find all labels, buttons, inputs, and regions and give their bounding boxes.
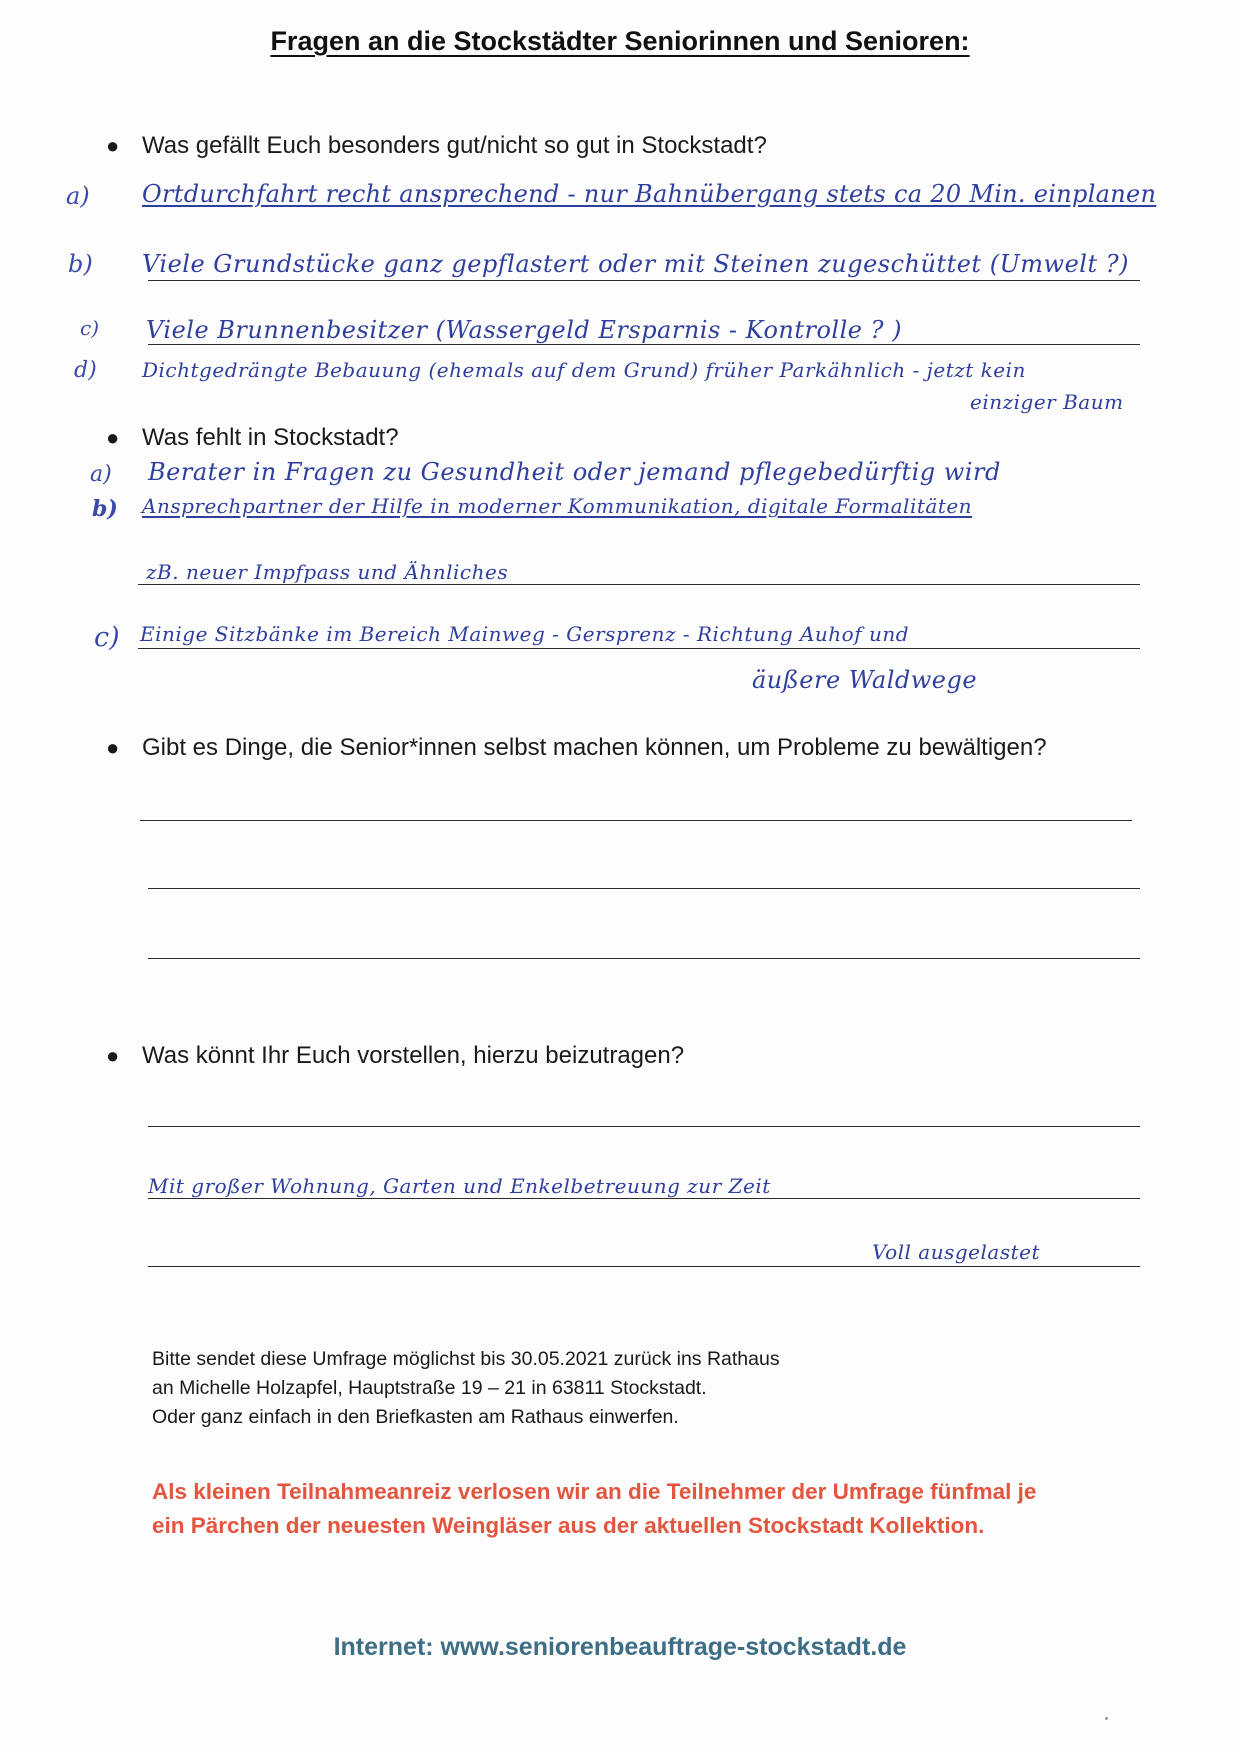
answer-line — [148, 888, 1140, 889]
bullet: ● — [106, 1043, 120, 1068]
notice-line-1: Bitte sendet diese Umfrage möglichst bis 30.05.2021 zurück ins Rathaus — [152, 1348, 780, 1370]
answer-2a: Berater in Fragen zu Gesundheit oder jemand pflegebedürftig wird — [148, 458, 1001, 486]
notice-line-2: an Michelle Holzapfel, Hauptstraße 19 – 21 in 63811 Stockstadt. — [152, 1377, 707, 1399]
answer-1a: Ortdurchfahrt recht ansprechend - nur Bahnübergang stets ca 20 Min. einplanen — [142, 180, 1157, 208]
page-title: Fragen an die Stockstädter Seniorinnen und Senioren: — [270, 26, 970, 56]
question-1 — [106, 132, 767, 160]
answer-2b-continuation: zB. neuer Impfpass und Ähnliches — [146, 560, 509, 584]
question-3 — [106, 734, 1047, 762]
answer-marker-1c: c) — [80, 316, 100, 340]
answer-1b: Viele Grundstücke ganz gepflastert oder mit Steinen zugeschüttet (Umwelt ?) — [142, 250, 1129, 278]
answer-marker-2c: c) — [94, 622, 120, 653]
return-notice — [152, 1345, 780, 1432]
answer-1d: Dichtgedrängte Bebauung (ehemals auf dem Grund) früher Parkähnlich - jetzt kein — [142, 358, 1026, 382]
question-4 — [106, 1042, 684, 1070]
question-4-text: Was könnt Ihr Euch vorstellen, hierzu beizutragen? — [142, 1042, 685, 1069]
answer-4-line-2: Voll ausgelastet — [872, 1240, 1040, 1264]
answer-2c: Einige Sitzbänke im Bereich Mainweg - Gersprenz - Richtung Auhof und — [140, 622, 910, 646]
answer-line — [148, 1126, 1140, 1127]
website-footer: Internet: www.seniorenbeauftrage-stockstadt.de — [333, 1633, 907, 1661]
bullet: ● — [106, 425, 120, 450]
answer-line — [138, 648, 1140, 649]
scan-artifact — [1105, 1717, 1108, 1720]
answer-marker-2a: a) — [90, 462, 112, 487]
answer-2b: Ansprechpartner der Hilfe in moderner Kommunikation, digitale Formalitäten — [142, 494, 973, 518]
answer-1c: Viele Brunnenbesitzer (Wassergeld Ersparnis - Kontrolle ? ) — [146, 316, 902, 344]
answer-marker-1d: d) — [74, 358, 97, 383]
question-2-text: Was fehlt in Stockstadt? — [142, 424, 399, 451]
answer-line — [148, 344, 1140, 345]
notice-line-3: Oder ganz einfach in den Briefkasten am Rathaus einwerfen. — [152, 1406, 679, 1428]
question-1-text: Was gefällt Euch besonders gut/nicht so gut in Stockstadt? — [142, 132, 767, 159]
bullet: ● — [106, 735, 120, 760]
answer-line — [148, 1198, 1140, 1199]
answer-1d-continuation: einziger Baum — [970, 390, 1124, 414]
answer-line — [140, 820, 1132, 821]
question-2 — [106, 424, 399, 452]
incentive-line-1: Als kleinen Teilnahmeanreiz verlosen wir an die Teilnehmer der Umfrage fünfmal je — [152, 1479, 1037, 1504]
answer-line — [148, 958, 1140, 959]
question-3-text: Gibt es Dinge, die Senior*innen selbst machen können, um Probleme zu bewältigen? — [142, 734, 1047, 761]
answer-line — [148, 280, 1140, 281]
answer-marker-1b: b) — [68, 250, 93, 278]
answer-marker-2b: b) — [92, 496, 118, 522]
bullet: ● — [106, 133, 120, 158]
answer-marker-1a: a) — [66, 182, 90, 210]
answer-line — [138, 584, 1140, 585]
answer-4-line-1: Mit großer Wohnung, Garten und Enkelbetreuung zur Zeit — [148, 1174, 771, 1198]
answer-line — [148, 1266, 1140, 1267]
incentive-notice — [152, 1475, 1036, 1543]
answer-2c-continuation: äußere Waldwege — [752, 666, 978, 694]
incentive-line-2: ein Pärchen der neuesten Weingläser aus der aktuellen Stockstadt Kollektion. — [152, 1513, 985, 1538]
